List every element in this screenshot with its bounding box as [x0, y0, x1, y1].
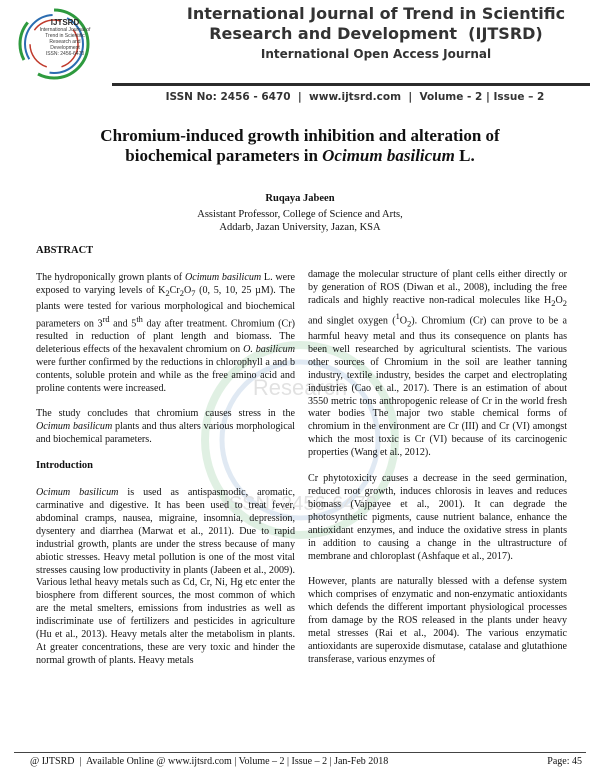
logo-issn: ISSN: 2456-6470: [45, 51, 85, 57]
introduction-heading: Introduction: [36, 460, 93, 472]
introduction-paragraph-1: Ocimum basilicum is used as antispasmodic, aromatic, carminative and digestive. It has been used to treat fever, abdominal cramps, nausea, migraine, insomnia, depression, dysentery and diarrhea (Marwat et al., 2011). Due to rapid industrial growth, plants are under the stress because of many abiotic stresses. Heavy metal pollution is one of the most vital stresses causing low productivity in plants (Jabeen et al., 2009). Various lethal heavy metals such as Cd, Cr, Ni, Hg etc enter the biosphere from different sources, the most common of which are the metal smelters, emissions from industries as well as indiscriminate use of fertilizers and pesticides in agriculture (Hu et al., 2013). Heavy metals alter the metabolism in plants. At greater concentrations, these are very toxic and hinder the normal growth of plants. Heavy metals: [36, 487, 295, 666]
paper-title: [30, 126, 570, 166]
logo-line4: Development: [50, 45, 80, 51]
title-prefix: biochemical parameters in: [125, 146, 323, 165]
author-affiliation: [0, 208, 600, 234]
abstract-heading: ABSTRACT: [36, 245, 94, 256]
footer-divider: [14, 752, 586, 753]
author-name: Ruqaya Jabeen: [265, 193, 335, 204]
title-species: Ocimum basilicum: [322, 146, 455, 165]
paper-title-line2: [30, 146, 570, 166]
right-paragraph-3: However, plants are naturally blessed with a defense system which comprises of enzymatic and non-enzymatic antioxidants which defends the different important physiological processes from damage by the ROS released in the plants under heavy metal stresses (Rai et al., 2004). The various enzymatic antioxidants are superoxide dismutase, catalase and glutathione transferase, various enzymes of: [308, 576, 567, 665]
journal-title-line1: International Journal of Trend in Scientific: [186, 4, 566, 23]
footer-page-number: Page: 45: [547, 756, 582, 767]
header-divider: [112, 83, 590, 86]
logo-line1: International Journal of: [39, 27, 91, 33]
logo-ijtsrd: IJTSRD: [50, 18, 80, 27]
logo-text: [30, 18, 100, 57]
right-column: [308, 269, 567, 680]
journal-title-line2: Research and Development (IJTSRD): [209, 24, 543, 43]
watermark-text2: ISSN: 2456-6470: [223, 493, 377, 515]
right-paragraph-2: Cr phytotoxicity causes a decrease in the seed germination, reduced root growth, induces chlorosis in leaves and reduces biomass (Vajpayee et al., 2001). It can degrade the photosynthetic pigments, cause nutrient balance, enhance the antioxidant enzymes, and induce the oxidative stress in plants in addition to causing a change in the ultrastructure of membrane and chloroplast (Ashfaque et al., 2017).: [308, 473, 567, 562]
journal-subtitle: International Open Access Journal: [260, 47, 492, 61]
paper-title-line1: Chromium-induced growth inhibition and alteration of: [100, 126, 500, 145]
watermark-text1: Research: [252, 375, 348, 400]
journal-title: [176, 4, 576, 44]
affiliation-line1: Assistant Professor, College of Science and Arts,: [197, 209, 403, 220]
logo-line2: Trend in Scientific: [45, 33, 85, 39]
journal-header: [0, 0, 600, 103]
right-paragraph-1: damage the molecular structure of plant cells either directly or by generation of ROS (Diwan et al., 2008), including the free radicals and highly reactive non-radical molecules like $H_2O_2$ and singlet oxygen $(^1O_2)$. Chromium (Cr) can prove to be a harmful heavy metal and thus its consequence on plants has been well researched by agricultural scientists. The various other sources of Chromium in the soil are leather tanning industry, textile industry, besides the carpet and electroplating industries (Cao et al., 2017). There is an estimation of about 3550 metric tons anthropogenic release of Cr in the world fresh water bodies The major two stable chemical forms of chromium in the environment are Cr (III) and Cr (VI) amongst which the most toxic is Cr (VI) because of its carcinogenic properties (Wang et al., 2012).: [308, 269, 567, 459]
footer-citation: @ IJTSRD | Available Online @ www.ijtsrd.com | Volume – 2 | Issue – 2 | Jan-Feb 2018: [30, 756, 389, 767]
logo-line3: Research and: [49, 39, 81, 45]
abstract-paragraph-1: The hydroponically grown plants of Ocimum basilicum L. were exposed to varying levels of $K_2Cr_2O_7$ (0, 5, 10, 25 µM). The plants were tested for various morphological and biochemical parameters on 3rd and 5th day after treatment. Chromium (Cr) resulted in reduction of plant length and biomass. The deleterious effects of the hexavalent chromium on O. basilicum were further confirmed by the reductions in chlorophyll a and b contents, soluble protein and while as the free amino acid and proline contents were increased.: [36, 271, 296, 394]
affiliation-line2: Addarb, Jazan University, Jazan, KSA: [219, 222, 381, 233]
left-column: [36, 245, 295, 681]
title-suffix: L.: [454, 146, 475, 165]
abstract-paragraph-2: The study concludes that chromium causes stress in the Ocimum basilicum plants and thus alters various morphological and biochemical parameters.: [36, 408, 295, 446]
issn-line: ISSN No: 2456 - 6470 | www.ijtsrd.com | Volume - 2 | Issue – 2: [165, 91, 545, 103]
